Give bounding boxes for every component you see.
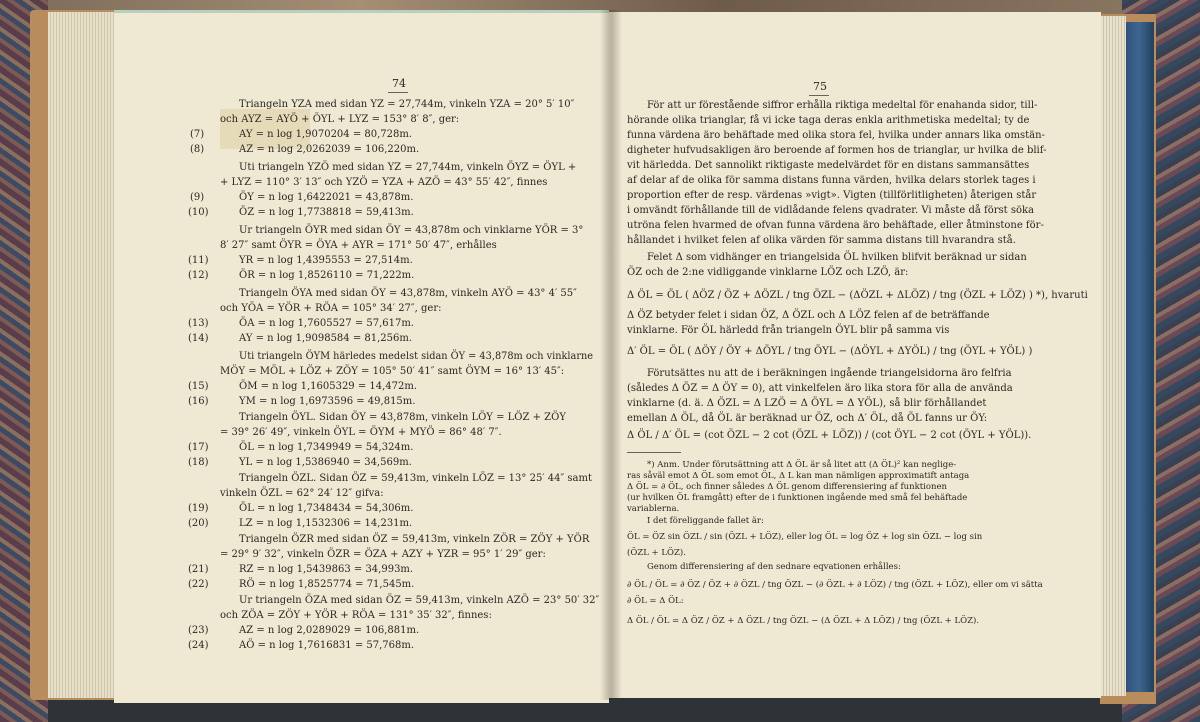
formula-line: Δ ÖL / Δ′ ÖL = (cot ÖZL − 2 cot (ÖZL + LÖZ)) / (cot ÖYL − 2 cot (ÖYL + YÖL)). (627, 430, 1032, 441)
text-line: AY = n log 1,9070204 = 80,728m. (239, 129, 413, 140)
page-number-rule (809, 95, 829, 96)
text-line: och YÖA = YÖR + RÖA = 105° 34′ 27″, ger: (220, 303, 442, 314)
text-line: ÖZ = n log 1,7738818 = 59,413m. (239, 207, 414, 218)
equation-label: (19) (188, 503, 209, 514)
equation-label: (8) (190, 144, 205, 155)
equation-label: (16) (188, 396, 209, 407)
text-line: AY = n log 1,9098584 = 81,256m. (239, 333, 413, 344)
text-line: ÖY = n log 1,6422021 = 43,878m. (239, 192, 414, 203)
text-line: i omvändt förhållande till de vidlådande felens qvadrater. Vi måste då först söka (627, 205, 1035, 216)
text-line: ÖL = n log 1,7349949 = 54,324m. (239, 442, 414, 453)
footnote-rule (627, 452, 681, 453)
text-line: Uti triangeln YZÖ med sidan YZ = 27,744m, vinkeln ÖYZ = ÖYL + (239, 162, 577, 173)
text-line: ÖA = n log 1,7605527 = 57,617m. (239, 318, 415, 329)
text-line: YR = n log 1,4395553 = 27,514m. (239, 255, 413, 266)
text-line: ÖZ och de 2:ne vidliggande vinklarne LÖZ och LZÖ, är: (627, 267, 909, 278)
formula-line: Δ′ ÖL = ÖL ( ΔÖY / ÖY + ΔÖYL / tng ÖYL − (ΔÖYL + ΔYÖL) / tng (ÖYL + YÖL) ) (627, 346, 1033, 357)
text-line: RZ = n log 1,5439863 = 34,993m. (239, 564, 414, 575)
text-line: AZ = n log 2,0289029 = 106,881m. (239, 625, 420, 636)
book-gutter-shadow (600, 10, 622, 700)
text-line: hållandet i hvilket felen af olika värden för samma distans till hvarandra stå. (627, 235, 1016, 246)
footnote-line: Δ ÖL = ∂ ÖL, och finner således Δ ÖL genom differensiering af funktionen (627, 482, 947, 492)
text-line: digheter hufvudsakligen äro beroende af formen hos de trianglar, ur hvilka de blif- (627, 145, 1047, 156)
text-line: hörande olika trianglar, få vi icke taga deras enkla arithmetiska medeltal; ty de (627, 115, 1030, 126)
text-line: = 39° 26′ 49″, vinkeln ÖYL = ÖYM + MYÖ = 86° 48′ 7″. (220, 427, 502, 438)
text-line: MÖY = MÖL + LÖZ + ZÖY = 105° 50′ 41″ samt ÖYM = 16° 13′ 45″: (220, 366, 565, 377)
text-line: af delar af de olika för samma distans funna värden, hvilka delars storlek tages i (627, 175, 1036, 186)
equation-label: (23) (188, 625, 209, 636)
text-line: emellan Δ ÖL, då ÖL är beräknad ur ÖZ, och Δ′ ÖL, då ÖL fanns ur ÖY: (627, 413, 988, 424)
text-line: YM = n log 1,6973596 = 49,815m. (239, 396, 416, 407)
text-line: Ur triangeln ÖZA med sidan ÖZ = 59,413m, vinkeln AZÖ = 23° 50′ 32″ (239, 595, 600, 606)
text-line: ÖL = n log 1,7348434 = 54,306m. (239, 503, 414, 514)
equation-label: (10) (188, 207, 209, 218)
text-line: Ur triangeln ÖYR med sidan ÖY = 43,878m och vinklarne YÖR = 3° (239, 225, 584, 236)
blue-page-edge (1124, 22, 1154, 692)
equation-label: (7) (190, 129, 205, 140)
footnote-line: ∂ ÖL = Δ ÖL: (627, 596, 684, 606)
text-line: utröna felen hvarmed de ofvan funna värdena äro behäftade, eller åtminstone för- (627, 220, 1044, 231)
text-line: Triangeln ÖZL. Sidan ÖZ = 59,413m, vinkeln LÖZ = 13° 25′ 44″ samt (239, 473, 592, 484)
text-line: Triangeln ÖYL. Sidan ÖY = 43,878m, vinkeln LÖY = LÖZ + ZÖY (239, 412, 566, 423)
footnote-line: variablerna. (627, 504, 680, 514)
text-line: ÖM = n log 1,1605329 = 14,472m. (239, 381, 418, 392)
text-line: YL = n log 1,5386940 = 34,569m. (239, 457, 412, 468)
formula-line: Δ ÖL = ÖL ( ΔÖZ / ÖZ + ΔÖZL / tng ÖZL − (ΔÖZL + ΔLÖZ) / tng (ÖZL + LÖZ) ) *), hvaruti (627, 290, 1088, 301)
text-line: Uti triangeln ÖYM härledes medelst sidan ÖY = 43,878m och vinklarne (239, 351, 594, 362)
text-line: + LYZ = 110° 3′ 13″ och YZÖ = YZA + AZÖ = 43° 55′ 42″, finnes (220, 177, 548, 188)
equation-label: (18) (188, 457, 209, 468)
text-line: AÖ = n log 1,7616831 = 57,768m. (239, 640, 415, 651)
text-line: vinkeln ÖZL = 62° 24′ 12″ gifva: (220, 488, 384, 499)
equation-label: (20) (188, 518, 209, 529)
footnote-formula: Δ ÖL / ÖL = Δ ÖZ / ÖZ + Δ ÖZL / tng ÖZL − (Δ ÖZL + Δ LÖZ) / tng (ÖZL + LÖZ). (627, 616, 980, 626)
text-line: och ZÖA = ZÖY + YÖR + RÖA = 131° 35′ 32″, finnes: (220, 610, 492, 621)
text-line: Förutsättes nu att de i beräkningen ingående triangelsidorna äro felfria (647, 368, 1012, 379)
text-line: vit härledda. Det sannolikt riktigaste medelvärdet för en distans sammansättes (627, 160, 1030, 171)
text-line: (således Δ ÖZ = Δ ÖY = 0), att vinkelfelen äro lika stora för alla de använda (627, 383, 1013, 394)
page-number-left: 74 (392, 77, 406, 90)
text-line: Triangeln YZA med sidan YZ = 27,744m, vinkeln YZA = 20° 5′ 10″ (239, 99, 575, 110)
text-line: proportion efter de resp. värdenas »vigt». Vigten (tillförlitligheten) återigen står (627, 190, 1037, 201)
page-number-rule (388, 92, 408, 93)
text-line: ÖR = n log 1,8526110 = 71,222m. (239, 270, 415, 281)
text-line: 8′ 27″ samt ÖYR = ÖYA + AYR = 171° 50′ 47″, erhålles (220, 240, 497, 251)
footnote-line: (ÖZL + LÖZ). (627, 548, 686, 558)
equation-label: (24) (188, 640, 209, 651)
equation-label: (22) (188, 579, 209, 590)
text-line: RÖ = n log 1,8525774 = 71,545m. (239, 579, 415, 590)
page-number-right: 75 (813, 80, 827, 93)
footnote-line: ras såväl emot Δ ÖL som emot ÖL, Δ L kan man nämligen approximatift antaga (627, 471, 970, 481)
equation-label: (15) (188, 381, 209, 392)
footnote-line: Genom differensiering af den sednare eqvationen erhålles: (647, 562, 901, 572)
text-line: Δ ÖZ betyder felet i sidan ÖZ, Δ ÖZL och Δ LÖZ felen af de beträffande (627, 310, 990, 321)
equation-label: (9) (190, 192, 205, 203)
text-line: Triangeln ÖZR med sidan ÖZ = 59,413m, vinkeln ZÖR = ZÖY + YÖR (239, 534, 590, 545)
text-line: AZ = n log 2,0262039 = 106,220m. (239, 144, 420, 155)
text-line: vinklarne (d. ä. Δ ÖZL = Δ LZÖ = Δ ÖYL = Δ YÖL), så blir förhållandet (627, 398, 987, 409)
page-stack-right (1098, 16, 1126, 696)
equation-label: (11) (188, 255, 209, 266)
equation-label: (12) (188, 270, 209, 281)
right-page (609, 12, 1101, 698)
text-line: Triangeln ÖYA med sidan ÖY = 43,878m, vinkeln AYÖ = 43° 4′ 55″ (239, 288, 577, 299)
text-line: LZ = n log 1,1532306 = 14,231m. (239, 518, 413, 529)
footnote-line: (ur hvilken ÖL framgått) efter de i funktionen ingående med små fel behäftade (627, 493, 968, 503)
equation-label: (17) (188, 442, 209, 453)
text-line: vinklarne. För ÖL härledd från triangeln ÖYL blir på samma vis (627, 325, 950, 336)
text-line: = 29° 9′ 32″, vinkeln ÖZR = ÖZA + AZY + YZR = 95° 1′ 29″ ger: (220, 549, 546, 560)
text-line: och AYZ = AYÖ + ÖYL + LYZ = 153° 8′ 8″, ger: (220, 114, 460, 125)
left-page (114, 10, 609, 703)
text-line: För att ur förestående siffror erhålla riktiga medeltal för enahanda sidor, till- (647, 100, 1038, 111)
equation-label: (13) (188, 318, 209, 329)
equation-label: (21) (188, 564, 209, 575)
footnote-formula: ∂ ÖL / ÖL = ∂ ÖZ / ÖZ + ∂ ÖZL / tng ÖZL − (∂ ÖZL + ∂ LÖZ) / tng (ÖZL + LÖZ), eller om vi sätta (627, 580, 1043, 590)
equation-label: (14) (188, 333, 209, 344)
footnote-formula: ÖL = ÖZ sin ÖZL / sin (ÖZL + LÖZ), eller log ÖL = log ÖZ + log sin ÖZL − log sin (627, 532, 983, 542)
page-stack-left (48, 12, 118, 698)
footnote-line: I det föreliggande fallet är: (647, 516, 764, 526)
footnote-line: *) Anm. Under förutsättning att Δ ÖL är så litet att (Δ ÖL)² kan neglige- (647, 460, 957, 470)
text-line: funna värdena äro behäftade med olika stora fel, hvilka under annars lika omstän- (627, 130, 1045, 141)
text-line: Felet Δ som vidhänger en triangelsida ÖL hvilken blifvit beräknad ur sidan (647, 252, 1027, 263)
